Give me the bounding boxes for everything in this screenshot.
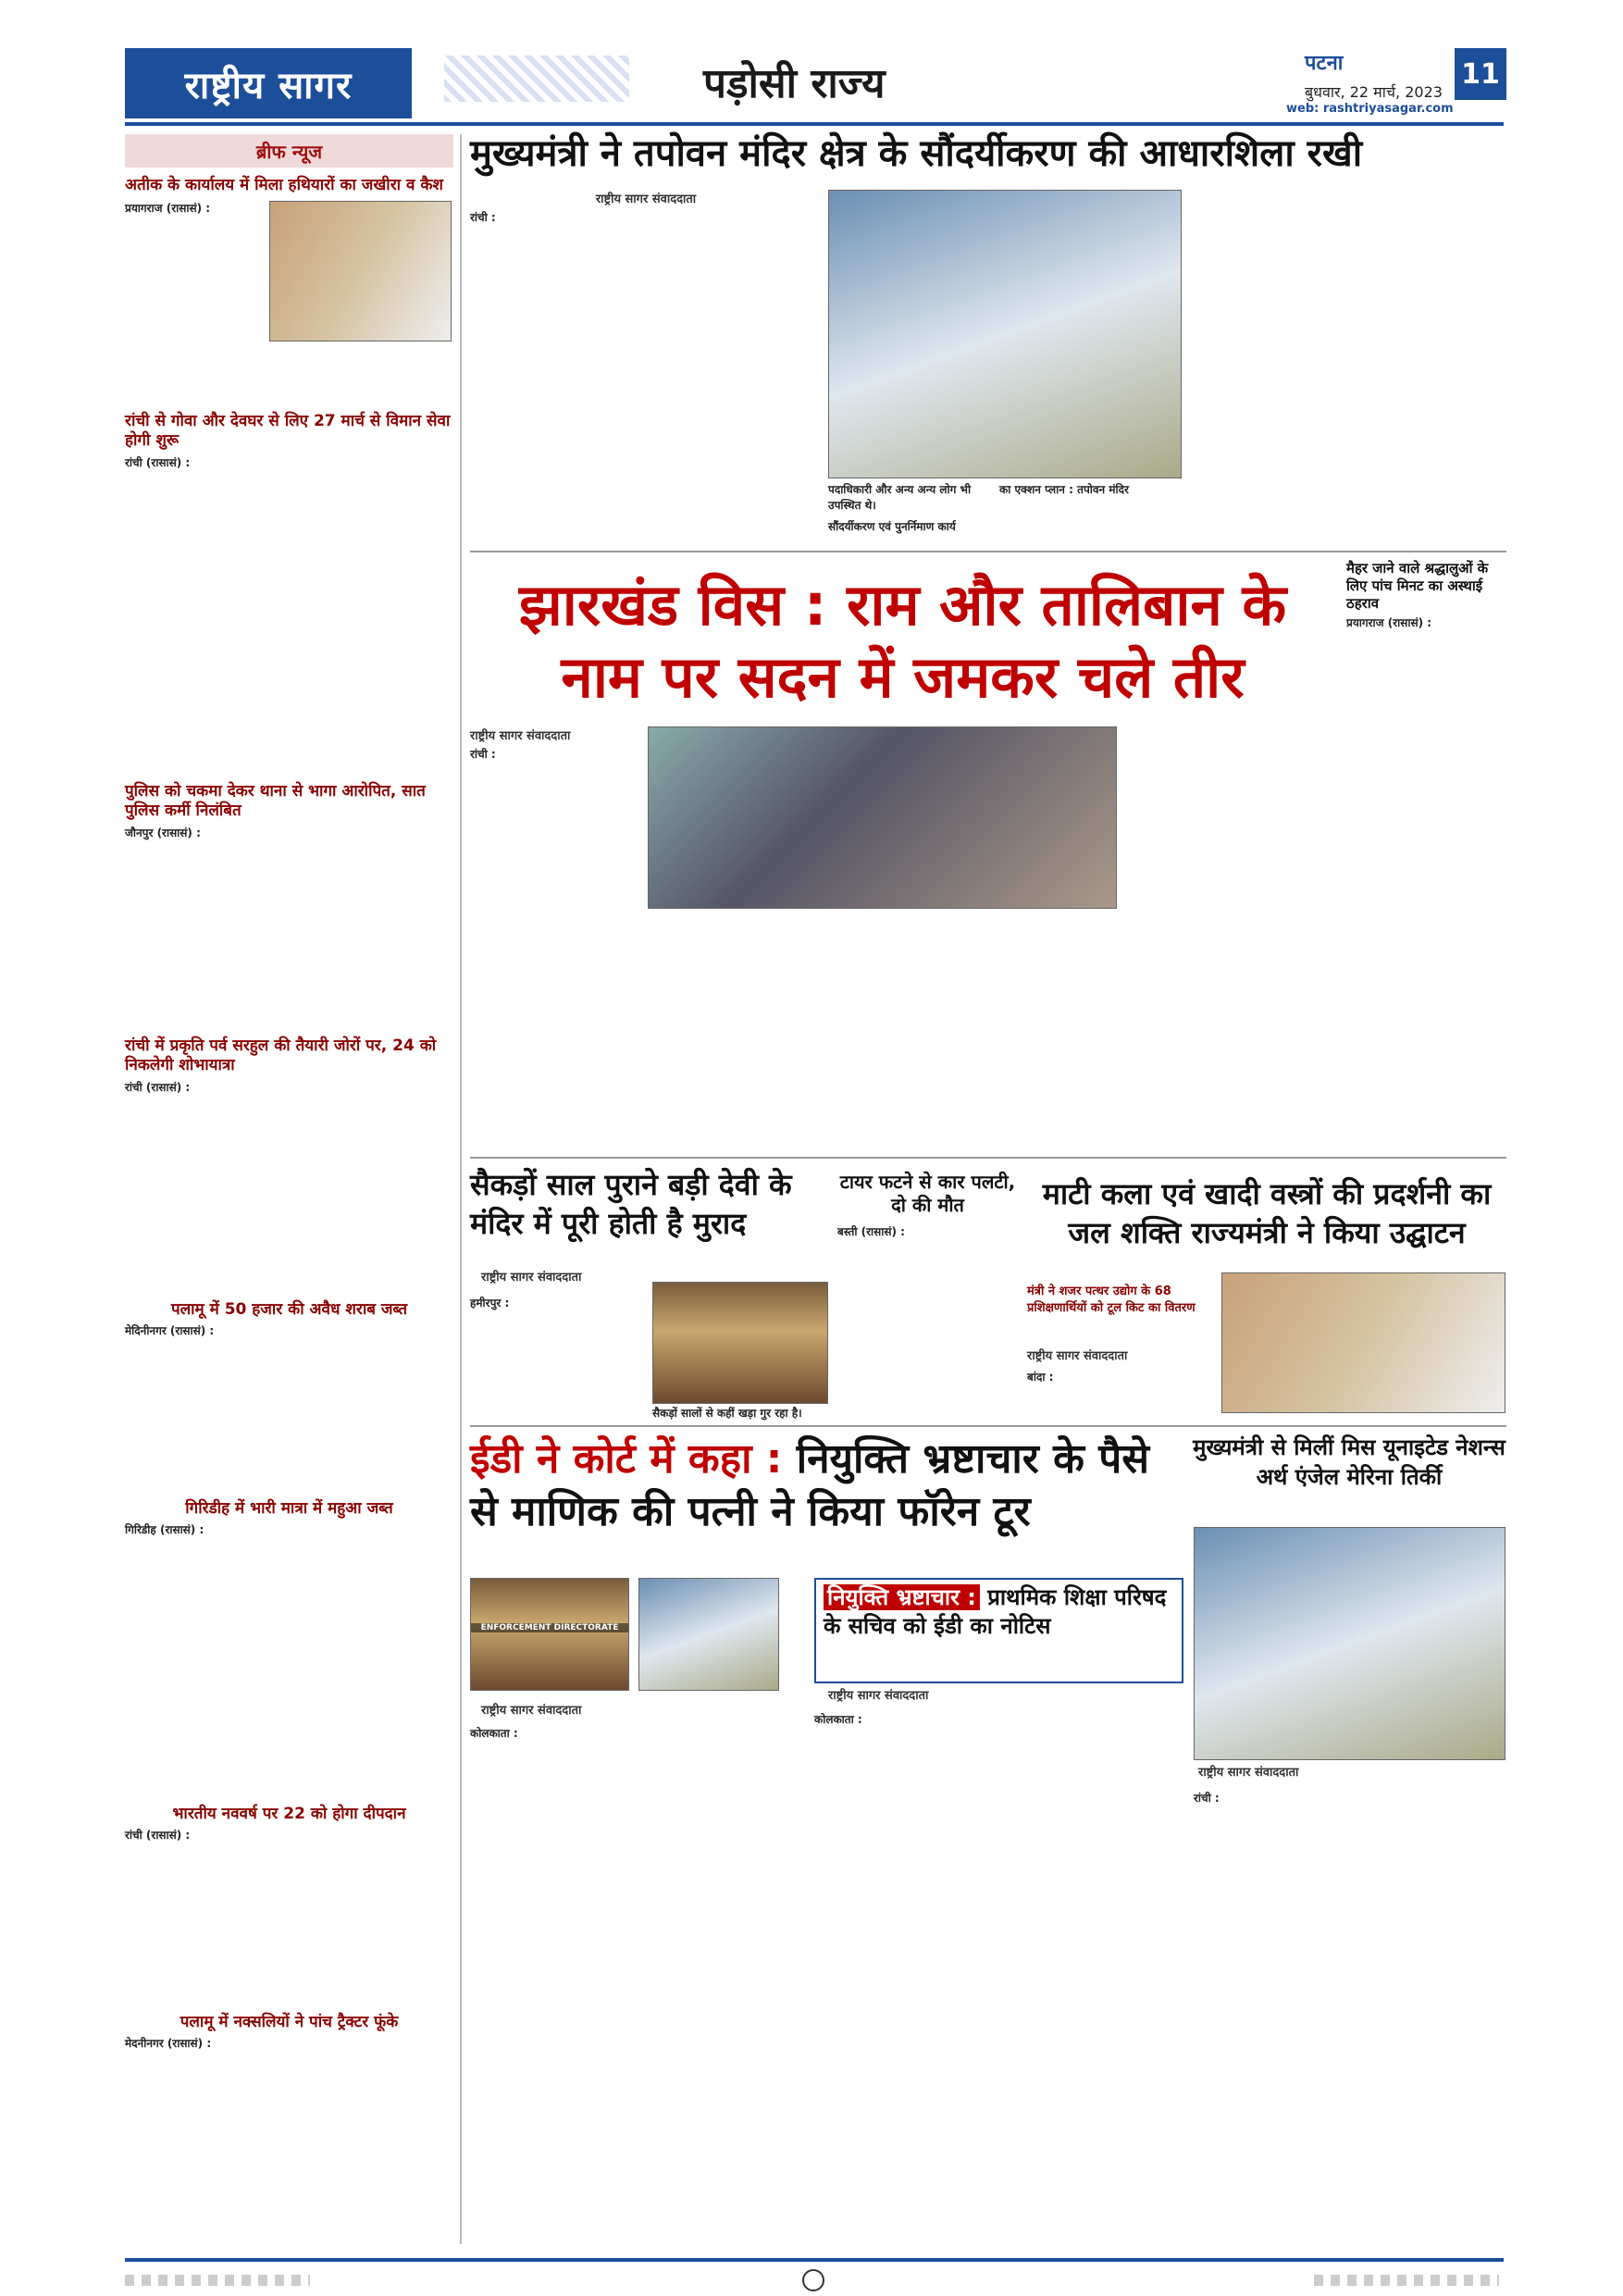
footer-dots-left — [125, 2275, 310, 2286]
notice-headline-kicker: नियुक्ति भ्रष्टाचार : — [824, 1584, 980, 1610]
brief-item-lead: जौनपुर (रासासं) : — [125, 825, 201, 839]
ed-sign-text: ENFORCEMENT DIRECTORATE — [471, 1623, 628, 1632]
brief-item — [125, 1805, 453, 1843]
brief-item — [125, 1036, 453, 1095]
miss-earth-photo — [1194, 1527, 1505, 1760]
story-kicker: मंत्री ने शजर पत्थर उद्योग के 68 प्रशिक्षणार्थियों को टूल किट का वितरण — [1027, 1285, 1196, 1315]
brief-item — [125, 1300, 453, 1338]
website-link[interactable]: web: rashtriyasagar.com — [1286, 102, 1454, 116]
brief-item — [125, 1499, 453, 1537]
story-lead: रांची : — [1194, 1792, 1220, 1805]
miss-story-headline: मुख्यमंत्री से मिलीं मिस यूनाइटेड नेशन्स अर्थ एंजेल मेरिना तिर्की — [1193, 1434, 1505, 1491]
story-lead: बांदा : — [1027, 1371, 1054, 1384]
lead-story-headline: झारखंड विस : राम और तालिबान के नाम पर सदन में जमकर चले तीर — [518, 571, 1287, 711]
brief-item-title: पुलिस को चकमा देकर थाना से भागा आरोपित, सात पुलिस कर्मी निलंबित — [125, 782, 426, 821]
brief-news-header: ब्रीफ न्यूज — [125, 134, 453, 168]
notice-headline-main: प्राथमिक शिक्षा परिषद के सचिव को ईडी का नोटिस — [824, 1584, 1167, 1640]
ed-office-photo — [470, 1578, 629, 1691]
brief-item — [125, 176, 453, 341]
story-lead: रांची : — [470, 211, 496, 224]
ed-story-headline — [470, 1433, 1183, 1538]
brief-item-lead: मेदनीनगर (रासासं) : — [125, 2037, 212, 2051]
story-lead: कोलकाता : — [814, 1713, 862, 1726]
brief-item-title: भारतीय नववर्ष पर 22 को होगा दीपदान — [172, 1805, 406, 1823]
story-divider — [470, 1157, 1506, 1159]
brief-item-lead: गिरिडीह (रासासं) : — [125, 1523, 204, 1537]
footer-dots-right — [1314, 2275, 1499, 2286]
weapons-photo — [269, 201, 452, 341]
top-story-headline: मुख्यमंत्री ने तपोवन मंदिर क्षेत्र के सौंदर्यीकरण की आधारशिला रखी — [470, 132, 1363, 175]
byline: राष्ट्रीय सागर संवाददाता — [481, 1704, 582, 1718]
side-story — [1346, 560, 1504, 630]
masthead-rule — [125, 122, 1504, 126]
story-lead: प्रयागराज (रासासं) : — [1346, 616, 1432, 630]
footer-rule — [125, 2258, 1504, 2262]
photo-caption: सैकड़ों सालों से कहीं खड़ा गुर रहा है। — [652, 1407, 802, 1420]
tyre-story — [837, 1171, 1018, 1239]
side-story-headline: मैहर जाने वाले श्रद्धालुओं के लिए पांच मिनट का अस्थाई ठहराव — [1346, 560, 1489, 612]
tyre-story-headline: टायर फटने से कार पलटी, दो की मौत — [839, 1171, 1016, 1216]
brief-item-lead: रांची (रासासं) : — [125, 1829, 191, 1843]
byline: राष्ट्रीय सागर संवाददाता — [470, 729, 571, 743]
brief-item-lead: रांची (रासासं) : — [125, 455, 191, 469]
byline: राष्ट्रीय सागर संवाददाता — [1198, 1766, 1299, 1780]
lead-story-body — [470, 726, 637, 762]
assembly-photo — [648, 726, 1117, 909]
byline: राष्ट्रीय सागर संवाददाता — [828, 1689, 929, 1703]
brief-item-lead: मेदिनीनगर (रासासं) : — [125, 1324, 215, 1338]
temple-story-headline: सैकड़ों साल पुराने बड़ी देवी के मंदिर में पूरी होती है मुराद — [470, 1167, 792, 1241]
brief-item — [125, 2013, 453, 2051]
brief-item-title: रांची में प्रकृति पर्व सरहुल की तैयारी जोरों पर, 24 को निकलेगी शोभायात्रा — [125, 1036, 437, 1075]
ed-headline-main: नियुक्ति भ्रष्टाचार के पैसे से माणिक की पत्नी ने किया फॉरेन टूर — [470, 1435, 1149, 1536]
registration-mark-icon — [802, 2269, 824, 2291]
temple-photo — [652, 1282, 828, 1404]
story-divider — [470, 1425, 1506, 1427]
notice-story-headline — [816, 1580, 1182, 1644]
photo-caption-sub: सौंदर्यीकरण एवं पुनर्निमाण कार्य — [828, 520, 956, 533]
story-divider — [470, 551, 1506, 552]
notice-story-box — [814, 1578, 1183, 1683]
edition-date: बुधवार, 22 मार्च, 2023 — [1305, 83, 1443, 101]
brief-item-title: पलामू में नक्सलियों ने पांच ट्रैक्टर फूंके — [180, 2013, 399, 2031]
court-building-photo — [638, 1578, 779, 1691]
story-lead: कोलकाता : — [470, 1727, 518, 1740]
exhibition-story-headline: माटी कला एवं खादी वस्त्रों की प्रदर्शनी का जल शक्ति राज्यमंत्री ने किया उद्घाटन — [1042, 1176, 1492, 1250]
edition-city: पटना — [1305, 52, 1344, 75]
brief-item-title: पलामू में 50 हजार की अवैध शराब जब्त — [170, 1300, 408, 1319]
exhibition-photo — [1221, 1272, 1505, 1413]
top-story-body — [470, 190, 822, 225]
story-lead: बस्ती (रासासं) : — [837, 1225, 905, 1238]
brief-item-lead: प्रयागराज (रासासं) : — [125, 202, 211, 216]
brief-item — [125, 412, 453, 470]
brief-item-title: अतीक के कार्यालय में मिला हथियारों का जखीरा व कैश — [125, 176, 443, 194]
photo-caption: पदाधिकारी और अन्य अन्य लोग भी उपस्थित थे। — [828, 483, 972, 512]
photo-caption-title: का एक्शन प्लान : तपोवन मंदिर — [999, 483, 1129, 496]
brief-item-title: रांची से गोवा और देवघर से लिए 27 मार्च से विमान सेवा होगी शुरू — [125, 412, 451, 451]
byline: राष्ट्रीय सागर संवाददाता — [1027, 1349, 1128, 1363]
page-number: 11 — [1455, 48, 1506, 100]
brief-item-title: गिरिडीह में भारी मात्रा में महुआ जब्त — [185, 1499, 393, 1518]
byline: राष्ट्रीय सागर संवाददाता — [481, 1271, 582, 1285]
section-title: पड़ोसी राज्य — [703, 60, 886, 107]
story-lead: हमीरपुर : — [470, 1297, 510, 1309]
byline: राष्ट्रीय सागर संवाददाता — [595, 192, 697, 206]
brief-item-lead: रांची (रासासं) : — [125, 1080, 191, 1094]
ed-headline-kicker: ईडी ने कोर्ट में कहा : — [470, 1435, 783, 1483]
brief-item — [125, 782, 453, 840]
decorative-pattern — [444, 56, 629, 102]
column-divider — [460, 134, 462, 2244]
brand-logo: राष्ट्रीय सागर — [125, 48, 412, 118]
ceremony-photo — [828, 190, 1182, 478]
story-lead: रांची : — [470, 748, 496, 761]
